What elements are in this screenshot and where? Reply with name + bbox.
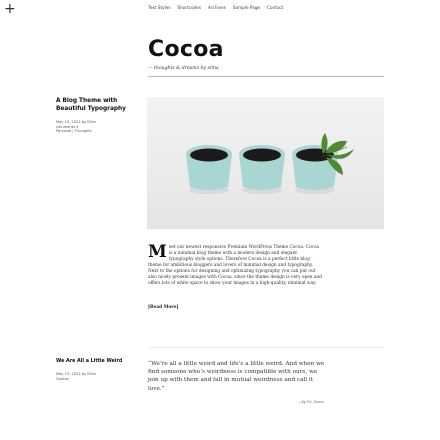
nav-item-contact[interactable]: Contact xyxy=(267,5,284,10)
nav-item-text-styles[interactable]: Text Styles xyxy=(148,5,171,10)
quote-citation: —by Dr. Seuss xyxy=(297,400,324,404)
post-meta xyxy=(56,120,136,134)
menu-toggle-icon[interactable]: + xyxy=(4,1,16,17)
post-date-author[interactable]: May 15, 2022 by Ellen xyxy=(56,372,97,376)
header-divider xyxy=(148,76,384,77)
post-meta xyxy=(56,372,136,381)
post-title[interactable]: A Blog Theme with Beautiful Typography xyxy=(56,98,126,112)
post-excerpt-text: eet our newest responsive Premium WordPress Theme Cocoa. Cocoa is a minimal blog theme with a modern design and elegant typography style options. Therefore Cocoa is a perfect little blog theme for ambitious bloggers and lovers of minimal design and typography. Next to the options for designing and optimizing typography you can put out also nicely present images with Cocoa, since the theme design is very open and offers lots of white space to show your images in a high-quality, minimal way. xyxy=(148,245,322,286)
main-navigation xyxy=(148,5,290,10)
nav-item-archives[interactable]: Archives xyxy=(208,5,226,10)
dropcap: M xyxy=(148,242,167,262)
post-excerpt xyxy=(148,242,323,287)
site-tagline: — thoughts & dreams by elma xyxy=(148,66,219,71)
nav-item-shortcodes[interactable]: Shortcodes xyxy=(177,5,202,10)
post-date-author[interactable]: May 19, 2022 by Ellen xyxy=(56,120,97,124)
post-featured-image[interactable] xyxy=(147,97,384,229)
read-more-link[interactable]: [Read More] xyxy=(148,305,179,310)
post-categories[interactable]: Personal | Thoughts xyxy=(56,129,92,134)
coffee-cup-1 xyxy=(186,145,232,194)
site-title[interactable]: Cocoa xyxy=(148,37,224,62)
post-divider xyxy=(148,347,384,348)
post-title[interactable]: We Are All a Little Weird xyxy=(56,359,123,364)
post-comments-link[interactable]: comments 5 xyxy=(56,124,79,129)
post-quote: “We’re all a little weird and life’s a little weird. And when we find someone who’s weirdness is compatible with ours, we join up with them and fall in mutual weirdness and call it love.” xyxy=(148,361,325,392)
post-categories[interactable]: Quotes xyxy=(56,376,69,381)
coffee-cups-illustration xyxy=(147,97,384,229)
coffee-cup-2 xyxy=(239,145,285,194)
nav-item-sample-page[interactable]: Sample Page xyxy=(232,5,261,10)
